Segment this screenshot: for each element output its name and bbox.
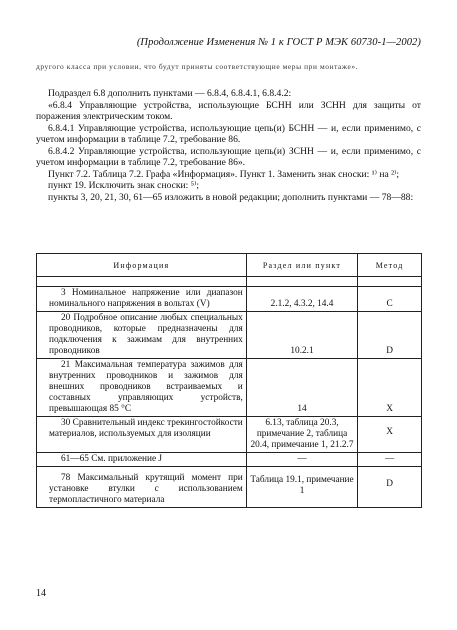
method-cell: D (358, 467, 422, 508)
table-row (37, 359, 422, 417)
paragraph: Пункт 7.2. Таблица 7.2. Графа «Информация». Пункт 1. Заменить знак сноски: ¹⁾ на ²⁾; (48, 168, 400, 180)
method-cell: C (358, 287, 422, 312)
paragraph: Подраздел 6.8 дополнить пунктами — 6.8.4, 6.8.4.1, 6.8.4.2: (48, 88, 292, 99)
table-row (37, 453, 422, 467)
paragraph: 6.8.4.2 Управляющие устройства, использующие цепь(и) ЗСНН — и, если применимо, с учетом информации в таблице 7.2, требование 86». (36, 145, 421, 168)
body-text (36, 88, 421, 203)
page-number: 14 (36, 588, 46, 599)
column-header-section: Раздел или пункт (246, 254, 357, 277)
section-cell: 6.13, таблица 20.3, примечание 2, таблица 20.4, примечание 1, 21.2.7 (246, 417, 357, 453)
table-row (37, 287, 422, 312)
section-cell: 10.2.1 (246, 312, 357, 359)
paragraph: пункт 19. Исключить знак сноски: ⁵⁾; (48, 180, 200, 191)
table-spacer-row (37, 277, 422, 287)
method-cell: — (358, 453, 422, 467)
column-header-information: Информация (37, 254, 247, 277)
paragraph: пункты 3, 20, 21, 30, 61—65 изложить в новой редакции; дополнить пунктами — 78—88: (48, 191, 414, 203)
info-cell: 21 Максимальная температура зажимов для внутренних проводников и зажимов для внешних проводников встраиваемых и составных управляющих устройств, превышающая 85 °C (37, 359, 247, 417)
info-cell: 3 Номинальное напряжение или диапазон номинального напряжения в вольтах (V) (37, 287, 247, 312)
method-cell: X (358, 417, 422, 453)
continuation-text: другого класса при условии, что будут приняты соответствующие меры при монтаже». (36, 62, 359, 71)
section-cell: 14 (246, 359, 357, 417)
table-header-row (37, 254, 422, 277)
section-cell: Таблица 19.1, примечание 1 (246, 467, 357, 508)
section-cell: 2.1.2, 4.3.2, 14.4 (246, 287, 357, 312)
table-row (37, 312, 422, 359)
method-cell: D (358, 312, 422, 359)
information-table (36, 253, 422, 508)
info-cell: 30 Сравнительный индекс трекингостойкости материалов, используемых для изоляции (37, 417, 247, 453)
method-cell: X (358, 359, 422, 417)
info-cell: 20 Подробное описание любых специальных проводников, которые предназначены для подключения к зажимам для внутренних проводников (37, 312, 247, 359)
paragraph: 6.8.4.1 Управляющие устройства, использующие цепь(и) БСНН — и, если применимо, с учетом информации в таблице 7.2, требование 86. (36, 122, 421, 145)
info-cell: 78 Максимальный крутящий момент при установке втулки с использованием термопластичного материала (37, 467, 247, 508)
paragraph: «6.8.4 Управляющие устройства, использующие БСНН или ЗСНН для защиты от поражения электрическим током. (36, 99, 421, 122)
table-row (37, 467, 422, 508)
section-cell: — (246, 453, 357, 467)
table-row (37, 417, 422, 453)
info-cell: 61—65 См. приложение J (37, 453, 247, 467)
column-header-method: Метод (358, 254, 422, 277)
page-header: (Продолжение Изменения № 1 к ГОСТ Р МЭК 60730-1—2002) (136, 37, 421, 48)
